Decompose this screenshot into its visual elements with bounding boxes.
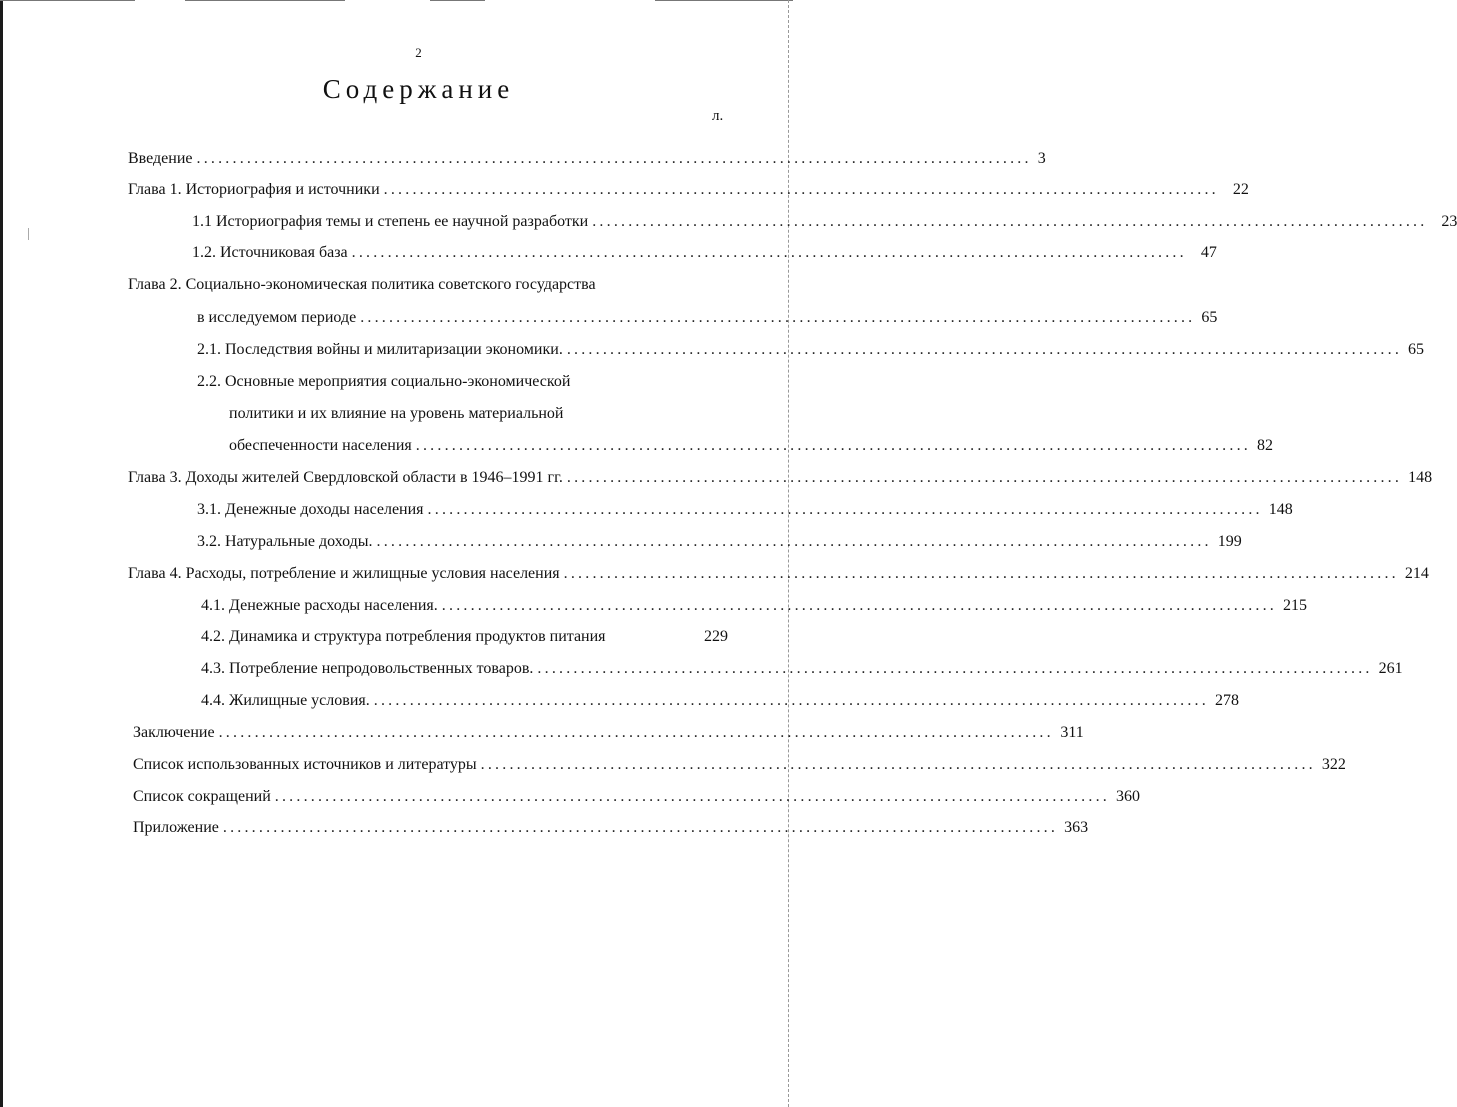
toc-entry-sources (133, 755, 1346, 775)
toc-entry-label: Заключение (133, 724, 215, 741)
toc-entry-label: в исследуемом периоде (197, 309, 357, 326)
toc-entry-label: 4.1. Денежные расходы населения. (201, 597, 438, 614)
toc-leader-dots: .................................................................................................................... (537, 660, 1373, 677)
toc-leader-dots: .................................................................................................................... (427, 501, 1263, 518)
toc-entry-label: Глава 3. Доходы жителей Свердловской области в 1946–1991 гг. (128, 469, 563, 486)
toc-entry-label: 2.1. Последствия войны и милитаризации экономики. (197, 341, 563, 358)
toc-entry-section-2-2 (229, 436, 1273, 456)
toc-entry-page: 229 (704, 628, 728, 645)
toc-leader-dots: .................................................................................................................... (274, 788, 1110, 805)
toc-entry-section-1-1 (192, 212, 1457, 232)
sheet-column-label: л. (712, 108, 724, 124)
toc-entry-page: 363 (1064, 819, 1089, 836)
toc-leader-dots: .................................................................................................................... (218, 724, 1054, 741)
toc-leader-dots: .................................................................................................................... (376, 533, 1212, 550)
scan-left-border (0, 0, 3, 1107)
toc-leader-dots: .................................................................................................................... (351, 244, 1187, 261)
toc-leader-dots: .................................................................................................................... (441, 597, 1277, 614)
toc-entry-label: 1.1 Историография темы и степень ее научной разработки (192, 213, 589, 230)
toc-entry-label: Глава 1. Историография и источники (128, 181, 380, 198)
toc-entry-page: 22 (1232, 181, 1249, 198)
toc-entry-section-4-1 (201, 596, 1307, 616)
toc-entry-page: 23 (1441, 213, 1457, 230)
toc-leader-dots: .................................................................................................................... (196, 150, 1032, 167)
toc-entry-appendix (133, 818, 1089, 838)
toc-leader-dots: .................................................................................................................... (566, 341, 1403, 358)
toc-leader-dots: .................................................................................................................... (592, 213, 1428, 230)
toc-entry-page: 261 (1378, 660, 1403, 677)
toc-entry-page: 311 (1060, 724, 1084, 741)
toc-entry-intro (128, 149, 1046, 169)
toc-entry-chapter-2-line: Глава 2. Социально-экономическая политика советского государства (128, 276, 596, 293)
toc-entry-label: 3.2. Натуральные доходы. (197, 533, 373, 550)
toc-entry-chapter-3 (128, 468, 1433, 488)
scan-artifact (28, 228, 29, 240)
toc-leader-dots: .................................................................................................................... (383, 181, 1219, 198)
toc-entry-section-3-1 (197, 500, 1293, 520)
toc-entry-section-1-2 (192, 243, 1217, 263)
toc-leader-dots: .................................................................................................................... (360, 309, 1196, 326)
toc-entry-abbreviations (133, 787, 1140, 807)
toc-leader-dots: .................................................................................................................... (222, 819, 1059, 836)
toc-entry-section-2-2-line: 2.2. Основные мероприятия социально-экономической (197, 373, 571, 390)
toc-leader-dots: .................................................................................................................... (480, 756, 1316, 773)
toc-entry-label: Введение (128, 150, 193, 167)
toc-entry-page: 214 (1404, 565, 1429, 582)
toc-entry-chapter-4 (128, 564, 1429, 584)
toc-entry-label: 4.2. Динамика и структура потребления продуктов питания (201, 628, 606, 645)
toc-leader-dots: .................................................................................................................... (415, 437, 1251, 454)
scan-top-edge (0, 0, 135, 1)
toc-entry-conclusion (133, 723, 1084, 743)
toc-entry-section-4-3 (201, 659, 1403, 679)
toc-entry-page: 360 (1115, 788, 1140, 805)
scan-top-edge (655, 0, 793, 1)
toc-entry-page: 148 (1268, 501, 1293, 518)
toc-entry-page: 278 (1214, 692, 1239, 709)
page-number: 2 (415, 45, 422, 60)
toc-entry-section-2-2-line: политики и их влияние на уровень материальной (229, 405, 564, 422)
scan-top-edge (185, 0, 345, 1)
toc-entry-label: Список использованных источников и литературы (133, 756, 477, 773)
toc-entry-label: Приложение (133, 819, 219, 836)
toc-entry-page: 65 (1201, 309, 1218, 326)
toc-entry-page: 215 (1283, 597, 1307, 614)
toc-entry-chapter-1 (128, 180, 1249, 200)
toc-entry-label: Список сокращений (133, 788, 271, 805)
toc-entry-chapter-2 (197, 308, 1218, 328)
toc-entry-page: 322 (1321, 756, 1346, 773)
toc-entry-page: 65 (1408, 341, 1425, 358)
toc-entry-section-4-2 (201, 627, 728, 647)
page-title: Содержание (322, 74, 515, 104)
toc-leader-dots: .................................................................................................................... (566, 469, 1403, 486)
toc-entry-label: Глава 4. Расходы, потребление и жилищные условия населения (128, 565, 560, 582)
toc-entry-label: обеспеченности населения (229, 437, 412, 454)
toc-entry-label: 1.2. Источниковая база (192, 244, 348, 261)
toc-entry-page: 148 (1408, 469, 1433, 486)
toc-entry-label: 4.3. Потребление непродовольственных товаров. (201, 660, 534, 677)
scan-top-edge (430, 0, 485, 1)
toc-entry-page: 47 (1200, 244, 1217, 261)
toc-entry-page: 199 (1217, 533, 1242, 550)
toc-entry-page: 3 (1037, 150, 1046, 167)
toc-entry-section-3-2 (197, 532, 1242, 552)
toc-entry-section-4-4 (201, 691, 1239, 711)
toc-entry-label: 4.4. Жилищные условия. (201, 692, 370, 709)
toc-leader-dots: .................................................................................................................... (373, 692, 1209, 709)
toc-entry-section-2-1 (197, 340, 1425, 360)
toc-entry-page: 82 (1256, 437, 1273, 454)
toc-leader-dots: .................................................................................................................... (563, 565, 1399, 582)
toc-entry-label: 3.1. Денежные доходы населения (197, 501, 424, 518)
